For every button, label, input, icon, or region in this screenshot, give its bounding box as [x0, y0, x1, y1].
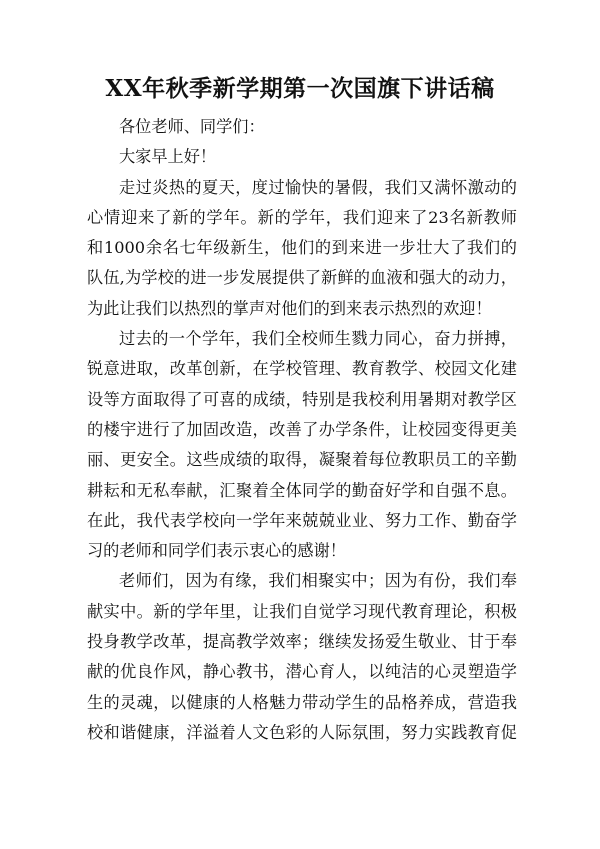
paragraph-line: 和1000余名七年级新生，他们的到来进一步壮大了我们的: [87, 238, 517, 258]
paragraph-line: 丽、更安全。这些成绩的取得，凝聚着每位教职员工的辛勤: [87, 450, 517, 470]
paragraph-line: 锐意进取，改革创新，在学校管理、教育教学、校园文化建: [87, 359, 517, 379]
salutation: 各位老师、同学们：: [119, 117, 265, 136]
paragraph-1: [87, 173, 517, 324]
paragraph-line: 献的优良作风，静心教书，潜心育人，以纯洁的心灵塑造学: [87, 662, 517, 682]
paragraph-line: 献实中。新的学年里，让我们自觉学习现代教育理论，积极: [87, 601, 517, 621]
paragraph-line: 老师们，因为有缘，我们相聚实中；因为有份，我们奉: [119, 571, 517, 591]
paragraph-line: 为此让我们以热烈的掌声对他们的到来表示热烈的欢迎！: [87, 298, 492, 318]
paragraph-3: [87, 566, 517, 748]
paragraph-line: 校和谐健康，洋溢着人文色彩的人际氛围，努力实践教育促: [87, 722, 517, 742]
paragraph-line: 生的灵魂，以健康的人格魅力带动学生的品格养成，营造我: [87, 692, 517, 712]
paragraph-2: [87, 324, 517, 566]
page-title: XX年秋季新学期第一次国旗下讲话稿: [105, 75, 495, 102]
paragraph-line: 在此，我代表学校向一学年来兢兢业业、努力工作、勤奋学: [87, 510, 517, 530]
paragraph-line: 耕耘和无私奉献，汇聚着全体同学的勤奋好学和自强不息。: [87, 480, 517, 500]
paragraph-line: 队伍,为学校的进一步发展提供了新鲜的血液和强大的动力，: [87, 268, 517, 288]
paragraph-line: 过去的一个学年，我们全校师生戮力同心，奋力拼搏，: [119, 329, 517, 349]
speech-body: [87, 112, 517, 748]
paragraph-line: 习的老师和同学们表示衷心的感谢！: [87, 541, 346, 561]
paragraph-line: 投身教学改革，提高教学效率；继续发扬爱生敬业、甘于奉: [87, 632, 517, 652]
paragraph-line: 走过炎热的夏天，度过愉快的暑假，我们又满怀激动的: [119, 177, 517, 197]
paragraph-line: 的楼宇进行了加固改造，改善了办学条件，让校园变得更美: [87, 419, 517, 439]
paragraph-line: 心情迎来了新的学年。新的学年，我们迎来了23名新教师: [87, 207, 517, 227]
paragraph-line: 设等方面取得了可喜的成绩，特别是我校利用暑期对教学区: [87, 389, 517, 409]
greeting: 大家早上好！: [119, 147, 217, 167]
